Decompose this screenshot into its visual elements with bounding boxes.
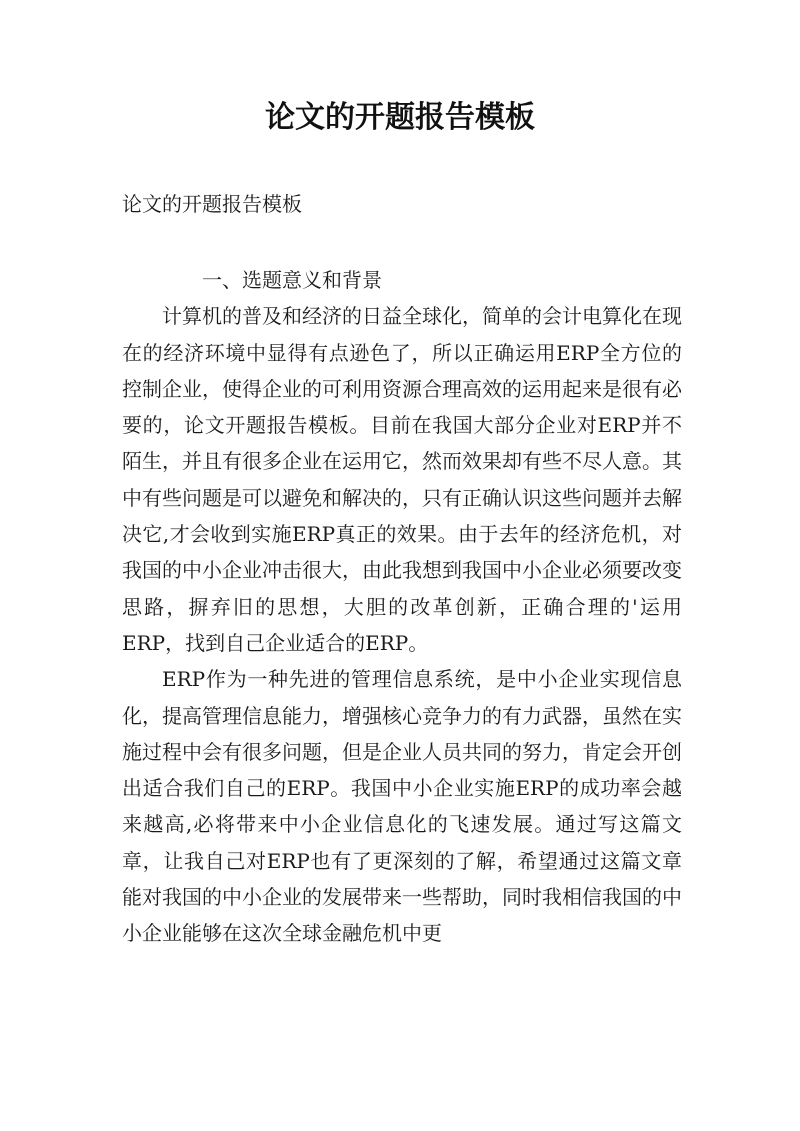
document-body	[122, 262, 682, 952]
section-heading: 一、选题意义和背景	[202, 268, 382, 292]
body-paragraph: 计算机的普及和经济的日益全球化，简单的会计电算化在现在的经济环境中显得有点逊色了，所以正确运用ERP全方位的控制企业，使得企业的可利用资源合理高效的运用起来是很有必要的，论文开题报告模板。目前在我国大部分企业对ERP并不陌生，并且有很多企业在运用它，然而效果却有些不尽人意。其中有些问题是可以避免和解决的，只有正确认识这些问题并去解决它,才会收到实施ERP真正的效果。由于去年的经济危机，对我国的中小企业冲击很大，由此我想到我国中小企业必须要改变思路，摒弃旧的思想，大胆的改革创新，正确合理的'运用ERP，找到自己企业适合的ERP。	[122, 304, 682, 655]
body-paragraph: ERP作为一种先进的管理信息系统，是中小企业实现信息化，提高管理信息能力，增强核心竞争力的有力武器，虽然在实施过程中会有很多问题，但是企业人员共同的努力，肯定会开创出适合我们自己的ERP。我国中小企业实施ERP的成功率会越来越高,必将带来中小企业信息化的飞速发展。通过写这篇文章，让我自己对ERP也有了更深刻的了解，希望通过这篇文章能对我国的中小企业的发展带来一些帮助，同时我相信我国的中小企业能够在这次全球金融危机中更	[122, 667, 682, 946]
document-subtitle: 论文的开题报告模板	[122, 192, 302, 216]
document-title: 论文的开题报告模板	[265, 100, 535, 135]
